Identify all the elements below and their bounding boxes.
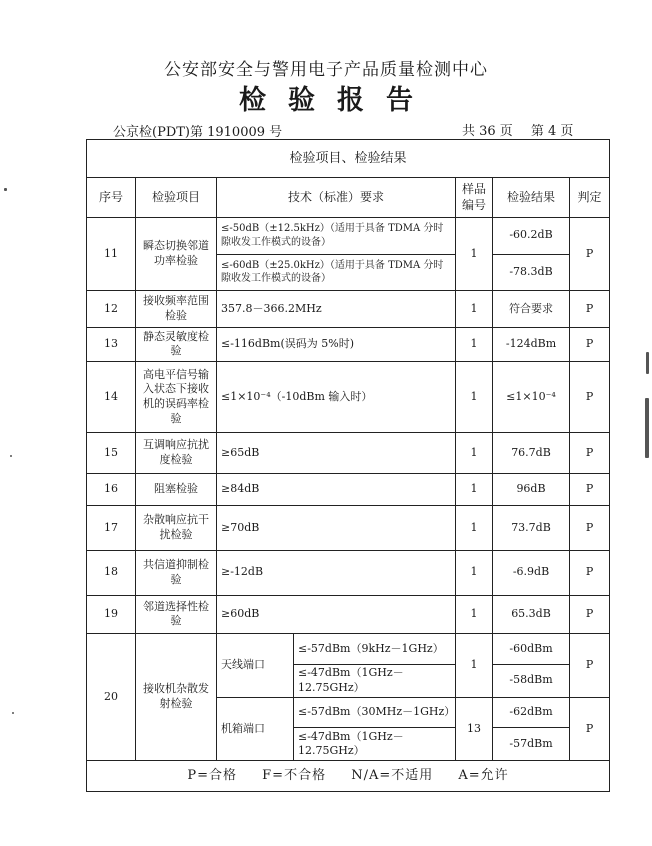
- legend-fail: F=不合格: [262, 768, 327, 784]
- row-item-text: 瞬态切换邻道功率检验: [143, 239, 209, 268]
- row-verdict: P: [570, 697, 610, 761]
- row-requirement: ≤-47dBm（1GHz－12.75GHz）: [294, 664, 456, 697]
- table-row: [87, 634, 610, 664]
- row-requirement: ≥60dB: [217, 595, 456, 634]
- row-port: 天线端口: [217, 634, 294, 698]
- total-pages: 共 36 页: [462, 124, 513, 139]
- table-row: [87, 291, 610, 328]
- row-verdict: P: [570, 551, 610, 596]
- row-verdict: P: [570, 218, 610, 291]
- row-result: 65.3dB: [493, 595, 570, 634]
- row-item: [136, 595, 217, 634]
- table-row: [87, 433, 610, 474]
- row-item-text: 共信道抑制检验: [143, 557, 209, 586]
- row-verdict: P: [570, 595, 610, 634]
- row-no: 19: [87, 595, 136, 634]
- legend-row: [87, 761, 610, 792]
- row-item-text: 静态灵敏度检验: [143, 329, 209, 358]
- table-title-row: [87, 140, 610, 178]
- scan-speck: [646, 352, 649, 374]
- row-requirement: ≤-116dBm(误码为 5%时): [217, 327, 456, 362]
- section-title: 检验项目、检验结果: [87, 140, 610, 178]
- row-sample: 1: [456, 506, 493, 551]
- scan-speck: [10, 455, 12, 457]
- row-sample: 1: [456, 634, 493, 698]
- row-verdict: P: [570, 506, 610, 551]
- header-verdict: 判定: [570, 177, 610, 218]
- row-result: ≤1×10⁻⁴: [493, 362, 570, 433]
- row-item: [136, 218, 217, 291]
- row-item: [136, 327, 217, 362]
- row-result: -6.9dB: [493, 551, 570, 596]
- row-requirement: ≥65dB: [217, 433, 456, 474]
- row-item: [136, 634, 217, 761]
- legend-allowed: A=允许: [458, 768, 509, 784]
- row-requirement: ≤-60dB（±25.0kHz）（适用于具备 TDMA 分时隙收发工作模式的设备）: [217, 254, 456, 291]
- row-verdict: P: [570, 362, 610, 433]
- row-sample: 1: [456, 327, 493, 362]
- row-port: 机箱端口: [217, 697, 294, 761]
- table-row: [87, 506, 610, 551]
- row-verdict: P: [570, 433, 610, 474]
- header-no: 序号: [87, 177, 136, 218]
- page-number: 第 4 页: [530, 124, 574, 139]
- row-requirement: ≤-57dBm（30MHz－1GHz）: [294, 697, 456, 727]
- row-item-text: 邻道选择性检验: [143, 599, 209, 628]
- row-sample: 13: [456, 697, 493, 761]
- organization-name: 公安部安全与警用电子产品质量检测中心: [164, 60, 488, 80]
- row-item: [136, 433, 217, 474]
- row-requirement: 357.8－366.2MHz: [217, 291, 456, 328]
- table-row: [87, 327, 610, 362]
- row-no: 16: [87, 473, 136, 505]
- row-verdict: P: [570, 327, 610, 362]
- row-result: 96dB: [493, 473, 570, 505]
- row-sample: 1: [456, 362, 493, 433]
- table-row: [87, 473, 610, 505]
- row-result: 76.7dB: [493, 433, 570, 474]
- table-row: [87, 551, 610, 596]
- row-result: -58dBm: [493, 664, 570, 697]
- row-no: 17: [87, 506, 136, 551]
- scan-speck: [4, 188, 7, 191]
- table-header-row: [87, 177, 610, 218]
- report-title: 检验报告: [239, 85, 435, 116]
- row-verdict: P: [570, 473, 610, 505]
- header-result: 检验结果: [493, 177, 570, 218]
- row-requirement: ≥84dB: [217, 473, 456, 505]
- row-requirement: ≤1×10⁻⁴（-10dBm 输入时）: [217, 362, 456, 433]
- row-no: 15: [87, 433, 136, 474]
- results-table: [86, 139, 610, 792]
- row-item-text: 高电平信号输入状态下接收机的误码率检验: [143, 367, 209, 426]
- report-number: 公京检(PDT)第 1910009 号: [113, 125, 283, 140]
- row-result: -78.3dB: [493, 254, 570, 291]
- row-item: [136, 506, 217, 551]
- row-sample: 1: [456, 433, 493, 474]
- row-item-text: 接收机杂散发射检验: [143, 682, 209, 711]
- row-item-text: 接收频率范围检验: [143, 294, 209, 322]
- header-item: 检验项目: [136, 177, 217, 218]
- row-item: [136, 291, 217, 328]
- row-result: -124dBm: [493, 327, 570, 362]
- row-no: 13: [87, 327, 136, 362]
- row-item-text: 阻塞检验: [154, 482, 198, 496]
- page-info: [462, 120, 576, 139]
- header-sample: 样品编号: [456, 177, 493, 218]
- row-no: 11: [87, 218, 136, 291]
- row-requirement: ≥-12dB: [217, 551, 456, 596]
- row-result: -60.2dB: [493, 218, 570, 255]
- row-requirement: ≥70dB: [217, 506, 456, 551]
- row-no: 20: [87, 634, 136, 761]
- row-result: 符合要求: [493, 291, 570, 328]
- table-row: [87, 362, 610, 433]
- row-sample: 1: [456, 218, 493, 291]
- scan-speck: [12, 712, 14, 714]
- row-requirement: ≤-57dBm（9kHz－1GHz）: [294, 634, 456, 664]
- legend: [87, 761, 610, 792]
- row-sample: 1: [456, 473, 493, 505]
- row-item-text: 杂散响应抗干扰检验: [143, 513, 209, 542]
- row-requirement: ≤-50dB（±12.5kHz）（适用于具备 TDMA 分时隙收发工作模式的设备）: [217, 218, 456, 255]
- row-result: -60dBm: [493, 634, 570, 664]
- row-no: 14: [87, 362, 136, 433]
- row-result: 73.7dB: [493, 506, 570, 551]
- table-row: [87, 595, 610, 634]
- legend-pass: P=合格: [187, 768, 238, 784]
- legend-na: N/A=不适用: [351, 768, 434, 784]
- row-no: 18: [87, 551, 136, 596]
- row-item: [136, 551, 217, 596]
- row-requirement: ≤-47dBm（1GHz－12.75GHz）: [294, 728, 456, 761]
- table-row: [87, 218, 610, 255]
- header-requirement: 技术（标准）要求: [217, 177, 456, 218]
- row-verdict: P: [570, 291, 610, 328]
- row-result: -62dBm: [493, 697, 570, 727]
- row-item: [136, 473, 217, 505]
- row-sample: 1: [456, 595, 493, 634]
- row-no: 12: [87, 291, 136, 328]
- row-sample: 1: [456, 291, 493, 328]
- row-verdict: P: [570, 634, 610, 698]
- row-sample: 1: [456, 551, 493, 596]
- row-item: [136, 362, 217, 433]
- scan-speck: [645, 398, 649, 458]
- row-result: -57dBm: [493, 728, 570, 761]
- row-item-text: 互调响应抗扰度检验: [143, 438, 209, 467]
